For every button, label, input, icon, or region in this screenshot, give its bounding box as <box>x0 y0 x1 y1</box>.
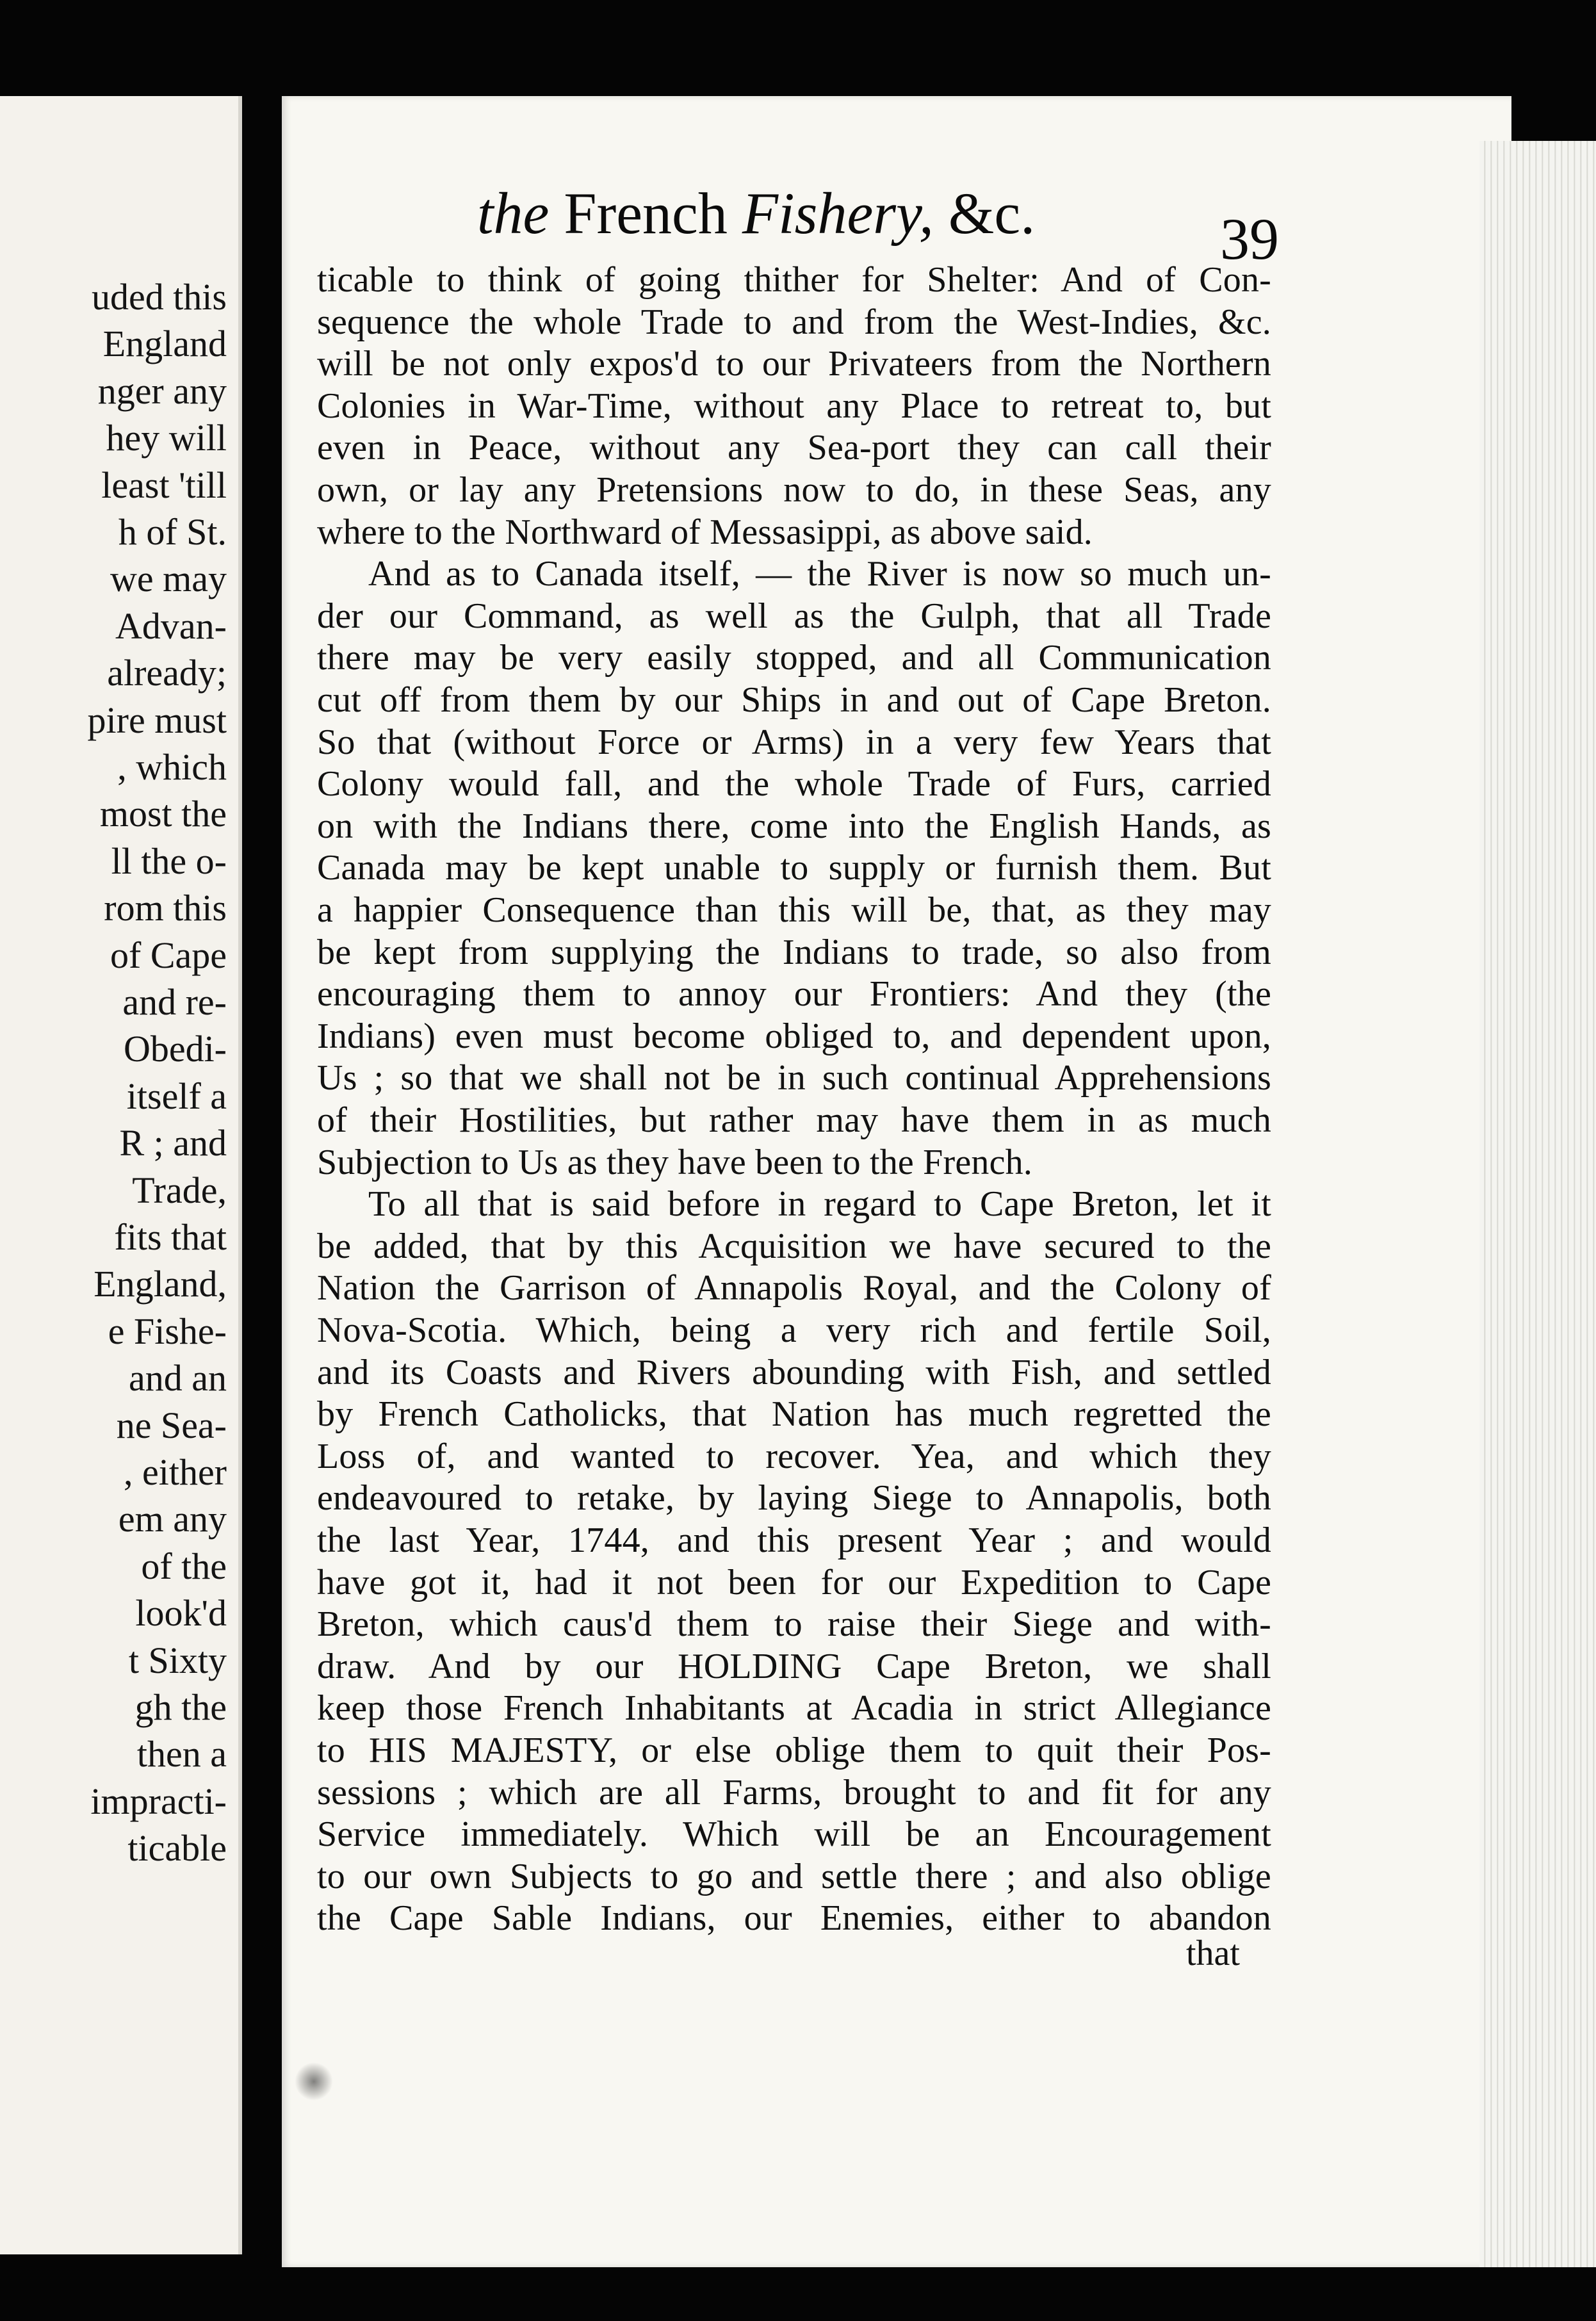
left-page-line: England <box>102 323 227 365</box>
left-page-line: ticable <box>127 1827 227 1869</box>
body-line: Subjection to Us as they have been to the French. <box>317 1142 1033 1182</box>
left-page-line: , which <box>117 746 227 788</box>
body-line: sequence the whole Trade to and from the West-Indies, &c. <box>317 302 1271 342</box>
body-line: der our Command, as well as the Gulph, that all Trade <box>317 596 1271 636</box>
left-page-line: em any <box>118 1498 227 1540</box>
left-page-line: uded this <box>91 276 227 318</box>
body-line: to HIS MAJESTY, or else oblige them to quit their Pos- <box>317 1731 1271 1770</box>
left-page-line: Obedi- <box>123 1028 227 1070</box>
ink-smudge <box>295 2062 333 2101</box>
body-line: Us ; so that we shall not be in such continual Apprehensions <box>317 1058 1271 1098</box>
left-page-line: of the <box>141 1545 227 1587</box>
body-line: own, or lay any Pretensions now to do, in these Seas, any <box>317 470 1271 510</box>
header-prefix: the <box>477 181 550 246</box>
body-line: Nova-Scotia. Which, being a very rich and fertile Soil, <box>317 1310 1271 1350</box>
left-page-line: gh the <box>134 1686 227 1728</box>
body-line: Service immediately. Which will be an Encouragement <box>317 1814 1271 1855</box>
body-line: ticable to think of going thither for Shelter: And of Con- <box>317 260 1271 300</box>
body-line: draw. And by our HOLDING Cape Breton, we shall <box>317 1646 1271 1686</box>
left-page-line: , either <box>123 1451 227 1493</box>
left-page-line: we may <box>110 558 227 600</box>
left-page-line: most the <box>99 793 227 835</box>
body-line: and its Coasts and Rivers abounding with Fish, and settled <box>317 1352 1271 1392</box>
body-line: will be not only expos'd to our Privateers from the Northern <box>317 344 1271 384</box>
body-line: on with the Indians there, come into the English Hands, as <box>317 806 1271 846</box>
body-line: have got it, had it not been for our Expedition to Cape <box>317 1562 1271 1602</box>
body-line: the last Year, 1744, and this present Year ; and would <box>317 1520 1271 1560</box>
left-page <box>0 96 242 2254</box>
body-line: a happier Consequence than this will be, that, as they may <box>317 890 1271 930</box>
left-page-line: impracti- <box>90 1780 227 1822</box>
left-page-line: look'd <box>135 1592 227 1634</box>
left-page-line: and an <box>129 1357 227 1399</box>
left-page-line: of Cape <box>110 934 227 976</box>
left-page-line: least 'till <box>101 464 227 506</box>
body-line: So that (without Force or Arms) in a very few Years that <box>317 722 1271 762</box>
body-line: Colony would fall, and the whole Trade of Furs, carried <box>317 764 1271 804</box>
header-title: French <box>564 181 728 246</box>
left-page-line: pire must <box>87 699 227 741</box>
left-page-line: nger any <box>97 370 227 412</box>
body-line: be added, that by this Acquisition we have secured to the <box>317 1226 1271 1266</box>
left-page-line: Trade, <box>132 1169 227 1211</box>
body-line: And as to Canada itself, — the River is now so much un- <box>368 554 1271 594</box>
body-line: Indians) even must become obliged to, and dependent upon, <box>317 1016 1271 1056</box>
left-page-line: and re- <box>122 981 227 1023</box>
body-line: encouraging them to annoy our Frontiers: And they (the <box>317 974 1271 1014</box>
left-page-line: t Sixty <box>128 1639 227 1681</box>
body-line: there may be very easily stopped, and all Communication <box>317 638 1271 678</box>
left-page-line: then a <box>136 1733 227 1775</box>
body-line: where to the Northward of Messasippi, as above said. <box>317 512 1093 552</box>
body-line: even in Peace, without any Sea-port they can call their <box>317 428 1271 468</box>
body-line: to our own Subjects to go and settle there ; and also oblige <box>317 1856 1271 1896</box>
left-page-line: England, <box>94 1263 227 1305</box>
left-page-line: rom this <box>104 887 227 929</box>
running-header <box>477 179 1035 247</box>
body-line: Canada may be kept unable to supply or furnish them. But <box>317 848 1271 888</box>
body-line: Loss of, and wanted to recover. Yea, and which they <box>317 1436 1271 1476</box>
left-page-line: already; <box>107 652 227 694</box>
body-line: the Cape Sable Indians, our Enemies, either to abandon <box>317 1898 1271 1939</box>
body-line: by French Catholicks, that Nation has much regretted the <box>317 1394 1271 1435</box>
body-line: of their Hostilities, but rather may have them in as much <box>317 1100 1271 1140</box>
left-page-line: fits that <box>114 1216 227 1258</box>
header-suffix: &c. <box>948 181 1036 246</box>
left-page-line: ne Sea- <box>116 1404 227 1446</box>
left-page-line: ll the o- <box>111 840 227 882</box>
body-line: be kept from supplying the Indians to trade, so also from <box>317 932 1271 972</box>
body-line: keep those French Inhabitants at Acadia in strict Allegiance <box>317 1688 1271 1729</box>
left-page-line: hey will <box>106 417 227 459</box>
header-italic-word: Fishery, <box>742 181 934 246</box>
page-number: 39 <box>1220 206 1279 272</box>
body-line: sessions ; which are all Farms, brought to and fit for any <box>317 1772 1271 1812</box>
body-line: Nation the Garrison of Annapolis Royal, and the Colony of <box>317 1268 1271 1308</box>
left-page-line: Advan- <box>115 605 227 647</box>
left-page-line: e Fishe- <box>108 1310 227 1352</box>
page-edges <box>1479 141 1596 2267</box>
body-line: Colonies in War-Time, without any Place to retreat to, but <box>317 386 1271 426</box>
body-line: To all that is said before in regard to Cape Breton, let it <box>368 1184 1271 1225</box>
left-page-line: h of St. <box>118 511 227 553</box>
body-line: Breton, which caus'd them to raise their Siege and with- <box>317 1604 1271 1645</box>
left-page-line: R ; and <box>119 1122 227 1164</box>
body-line: endeavoured to retake, by laying Siege to Annapolis, both <box>317 1478 1271 1519</box>
left-page-line: itself a <box>126 1075 227 1117</box>
catchword: that <box>1186 1934 1240 1973</box>
body-line: cut off from them by our Ships in and out of Cape Breton. <box>317 680 1271 720</box>
